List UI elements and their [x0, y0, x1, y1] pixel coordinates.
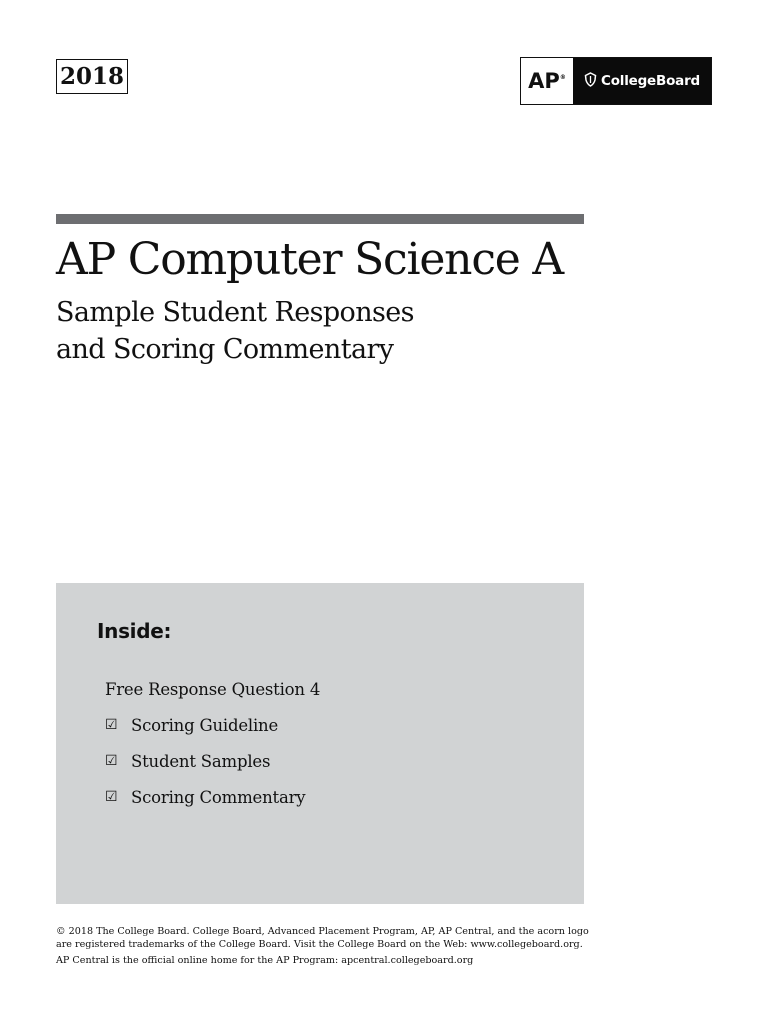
collegeboard-logo-text: CollegeBoard	[600, 73, 700, 89]
checklist-label: Scoring Commentary	[131, 787, 306, 807]
footer-line: are registered trademarks of the College Board. Visit the College Board on the Web: www.collegeboard.org.	[56, 938, 583, 950]
subtitle-line: and Scoring Commentary	[56, 334, 394, 365]
checklist-label: Student Samples	[131, 751, 271, 771]
inside-heading: Inside:	[97, 619, 172, 643]
checklist-item	[105, 707, 320, 743]
year-badge: 2018	[56, 59, 128, 94]
checkbox-icon: ☑	[105, 753, 118, 769]
checklist-label: Scoring Guideline	[131, 715, 279, 735]
ap-logo-text: AP	[528, 69, 560, 93]
copyright-footer	[56, 926, 616, 968]
page-title: AP Computer Science A	[56, 234, 563, 285]
footer-line: AP Central is the official online home for the AP Program: apcentral.collegeboard.org	[56, 955, 474, 966]
footer-line: © 2018 The College Board. College Board, Advanced Placement Program, AP, AP Central, and the acorn logo	[56, 926, 589, 937]
collegeboard-logo	[573, 58, 711, 104]
inside-list	[105, 671, 320, 815]
checkbox-icon: ☑	[105, 717, 118, 733]
title-rule	[56, 214, 584, 224]
inside-panel	[56, 583, 584, 904]
question-label: Free Response Question 4	[105, 679, 321, 699]
subtitle-line: Sample Student Responses	[56, 297, 414, 328]
ap-collegeboard-logo	[520, 57, 712, 105]
page-subtitle	[56, 294, 414, 368]
checkbox-icon: ☑	[105, 789, 118, 805]
acorn-icon	[584, 72, 597, 91]
registered-mark: ®	[559, 73, 566, 81]
question-item	[105, 671, 320, 707]
ap-logo	[521, 58, 573, 104]
checklist-item	[105, 743, 320, 779]
checklist-item	[105, 779, 320, 815]
